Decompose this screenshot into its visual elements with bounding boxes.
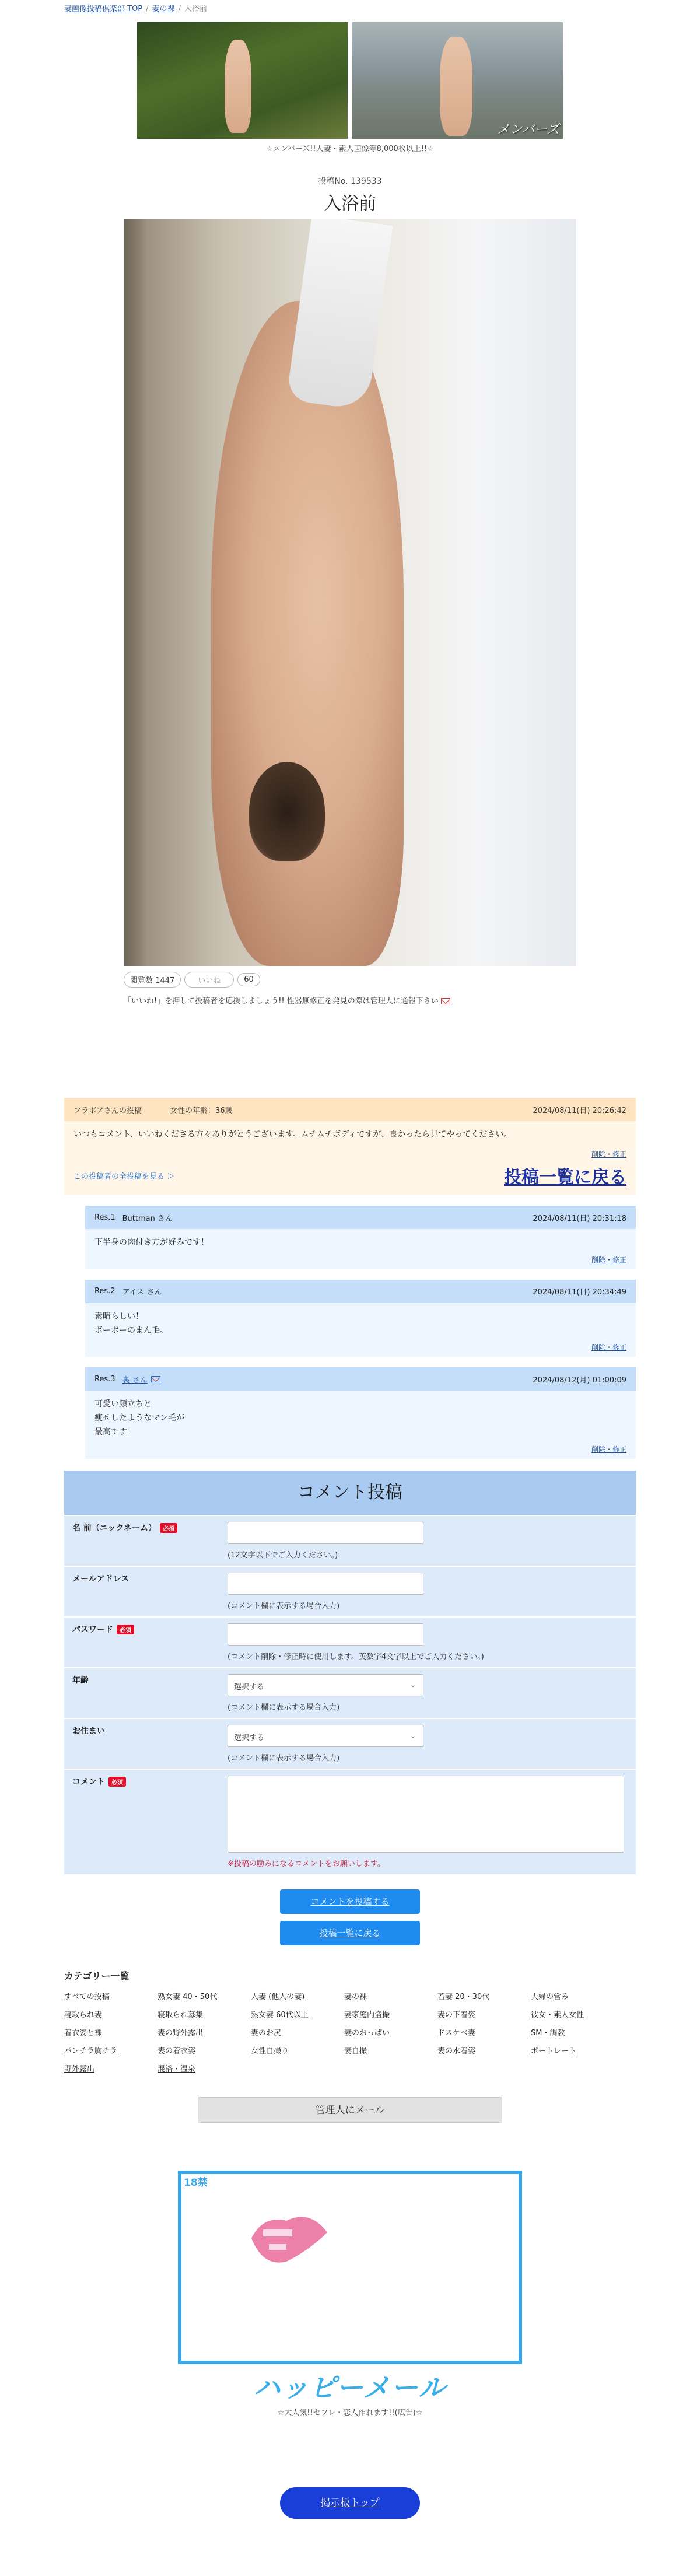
category-link[interactable]: 彼女・素人女性	[531, 2010, 584, 2020]
original-post	[64, 1098, 636, 1195]
form-row-password	[64, 1616, 636, 1667]
delete-edit-link[interactable]: 削除・修正	[591, 1343, 626, 1352]
form-row-comment	[64, 1769, 636, 1874]
required-badge: 必須	[108, 1777, 126, 1787]
field-label	[64, 1776, 228, 1868]
banner-photo-road[interactable]	[352, 22, 563, 139]
form-field	[228, 1725, 636, 1763]
category-link[interactable]: 混浴・温泉	[158, 2064, 196, 2074]
category-link[interactable]: 妻のおっぱい	[344, 2028, 390, 2038]
category-link[interactable]: ポートレート	[531, 2046, 577, 2056]
category-link[interactable]: 妻の野外露出	[158, 2028, 204, 2038]
breadcrumb-current: 入浴前	[184, 5, 207, 13]
form-field	[228, 1623, 636, 1661]
members-banner[interactable]	[137, 22, 563, 139]
reply-actions	[85, 1250, 636, 1269]
original-post-header	[64, 1098, 636, 1121]
view-count-badge: 閲覧数 1447	[124, 972, 181, 988]
field-label	[64, 1674, 228, 1712]
address-hint: (コメント欄に表示する場合入力)	[228, 1754, 340, 1763]
category-link[interactable]: 寝取られ妻	[64, 2010, 103, 2020]
post-title: 入浴前	[324, 194, 376, 214]
category-link[interactable]: 妻家庭内盗撮	[344, 2010, 390, 2020]
category-link[interactable]: 熟女妻 40・50代	[158, 1992, 218, 2001]
delete-edit-link[interactable]: 削除・修正	[591, 1445, 626, 1454]
ad-banner[interactable]	[178, 2171, 522, 2364]
comment-textarea[interactable]	[228, 1776, 624, 1853]
category-link[interactable]: 夫婦の営み	[531, 1992, 569, 2001]
password-hint: (コメント削除・修正時に使用します。英数字4文字以上でご入力ください。)	[228, 1652, 484, 1661]
name-hint: (12文字以下でご入力ください。)	[228, 1550, 338, 1560]
board-top-button[interactable]: 掲示板トップ	[280, 2487, 420, 2519]
post-stats	[124, 972, 576, 988]
reply-body: 可愛い顔立ちと 痩せしたようなマン毛が 最高です！	[94, 1399, 184, 1437]
reply-number: Res.1	[94, 1213, 116, 1222]
category-link[interactable]: SM・調教	[531, 2028, 565, 2038]
chevron-down-icon: ⌄	[410, 1680, 416, 1689]
reply-item	[85, 1280, 636, 1357]
reply-author	[123, 1374, 148, 1385]
reply-number: Res.2	[94, 1287, 116, 1296]
email-label: メールアドレス	[72, 1574, 130, 1584]
photo-towel	[286, 219, 393, 411]
required-badge: 必須	[117, 1625, 134, 1634]
reply-header	[85, 1367, 636, 1391]
age-hint: (コメント欄に表示する場合入力)	[228, 1703, 340, 1712]
admin-mail-button[interactable]: 管理人にメール	[198, 2097, 502, 2123]
reply-author-link[interactable]: 裏 さん	[122, 1376, 148, 1385]
mail-icon[interactable]	[441, 998, 450, 1005]
chevron-down-icon: ⌄	[410, 1731, 416, 1740]
banner-caption[interactable]: ☆メンバーズ!!人妻・素人画像等8,000枚以上!!☆	[266, 145, 434, 153]
category-link[interactable]: 人妻 (他人の妻)	[251, 1992, 305, 2001]
category-list-title: カテゴリー一覧	[64, 1970, 130, 1982]
category-link[interactable]: 着衣姿と裸	[64, 2028, 103, 2038]
original-post-author: フラボアさんの投稿	[74, 1106, 142, 1115]
reply-author: アイス さん	[122, 1288, 162, 1297]
submit-comment-button[interactable]: コメントを投稿する	[280, 1889, 420, 1914]
reply-actions	[85, 1440, 636, 1459]
ad-brand[interactable]: ハッピーメール	[253, 2371, 447, 2403]
banner-photo-forest[interactable]	[137, 22, 348, 139]
post-photo[interactable]	[124, 219, 576, 966]
post-number: 投稿No. 139533	[318, 177, 382, 186]
reply-body: 下半身の肉付き方が好みです！	[94, 1238, 209, 1247]
breadcrumb-link-top[interactable]: 妻画像投稿倶楽部 TOP	[64, 5, 143, 13]
back-to-list-button[interactable]: 投稿一覧に戻る	[280, 1921, 420, 1945]
form-row-name	[64, 1515, 636, 1566]
comment-label: コメント	[72, 1777, 105, 1787]
breadcrumb-separator: /	[178, 5, 181, 13]
category-link[interactable]: 若妻 20・30代	[438, 1992, 490, 2001]
comment-form	[64, 1471, 636, 1874]
banner-figure	[225, 40, 251, 133]
form-field	[228, 1522, 636, 1560]
like-button[interactable]: いいね	[184, 972, 234, 988]
reply-author: Buttman さん	[122, 1214, 173, 1223]
category-list	[64, 1990, 636, 2074]
author-all-posts-link[interactable]: この投稿者の全投稿を見る ＞	[74, 1172, 175, 1181]
name-label: 名 前（ニックネーム）	[72, 1523, 157, 1533]
banner-tag: メンバーズ	[496, 123, 559, 137]
original-post-actions	[64, 1140, 636, 1159]
form-field	[228, 1573, 636, 1611]
reply-date: 2024/08/12(月) 01:00:09	[533, 1376, 626, 1385]
category-link[interactable]: 熟女妻 60代以上	[251, 2010, 309, 2020]
category-link[interactable]: 妻自撮	[344, 2046, 368, 2056]
required-badge: 必須	[160, 1523, 177, 1533]
comment-form-title: コメント投稿	[64, 1471, 636, 1515]
category-link[interactable]: 女性自撮り	[251, 2046, 289, 2056]
delete-edit-link[interactable]: 削除・修正	[591, 1150, 626, 1158]
breadcrumb-separator: /	[146, 5, 149, 13]
banner-figure	[440, 37, 473, 136]
ad-age-tag: 18禁	[184, 2176, 208, 2189]
reply-number: Res.3	[94, 1374, 116, 1384]
field-label	[64, 1623, 228, 1661]
mail-icon[interactable]	[151, 1376, 160, 1382]
ad-logo-icon	[240, 2197, 333, 2279]
age-label: 年齢	[72, 1675, 89, 1685]
category-link[interactable]: ドスケベ妻	[438, 2028, 475, 2038]
category-link[interactable]: 寝取られ募集	[158, 2010, 204, 2020]
comment-warning: ※投稿の励みになるコメントをお願いします。	[228, 1859, 385, 1868]
like-notice-text: 「いいね!」を押して投稿者を応援しましょう!! 性器無修正を発見の際は管理人に通報下さい	[124, 997, 439, 1006]
form-row-address	[64, 1718, 636, 1769]
form-row-email	[64, 1566, 636, 1616]
reply-date: 2024/08/11(日) 20:31:18	[533, 1214, 626, 1223]
breadcrumb-link-category[interactable]: 妻の裸	[152, 5, 175, 13]
category-link[interactable]: 妻の下着姿	[438, 2010, 476, 2020]
ad-caption[interactable]: ☆大人気!!セフレ・恋人作れます!!(広告)☆	[277, 2408, 423, 2417]
category-link[interactable]: 妻のお尻	[251, 2028, 282, 2038]
age-select-value: 選択する	[234, 1682, 265, 1692]
address-select[interactable]	[228, 1725, 424, 1747]
category-link[interactable]: パンチラ胸チラ	[64, 2046, 118, 2056]
breadcrumb	[64, 0, 636, 15]
reply-header	[85, 1206, 636, 1229]
photo-shadow	[124, 219, 147, 966]
field-label	[64, 1522, 228, 1560]
form-row-age	[64, 1667, 636, 1718]
category-link[interactable]: 妻の裸	[344, 1992, 368, 2001]
category-link[interactable]: 妻の水着姿	[438, 2046, 476, 2056]
reply-actions	[85, 1338, 636, 1357]
reply-item	[85, 1367, 636, 1458]
form-field	[228, 1776, 636, 1868]
back-to-list-link[interactable]: 投稿一覧に戻る	[504, 1167, 626, 1188]
reply-item	[85, 1206, 636, 1269]
like-count-badge: 60	[237, 973, 260, 986]
password-label: パスワード	[72, 1625, 113, 1634]
address-select-value: 選択する	[234, 1733, 265, 1742]
category-link[interactable]: 妻の着衣姿	[158, 2046, 196, 2056]
age-select[interactable]	[228, 1674, 424, 1696]
email-input[interactable]	[228, 1573, 424, 1595]
name-input[interactable]	[228, 1522, 424, 1544]
delete-edit-link[interactable]: 削除・修正	[591, 1255, 626, 1264]
category-link[interactable]: すべての投稿	[64, 1992, 110, 2001]
reply-body: 素晴らしい！ ボーボーのまん毛。	[94, 1311, 168, 1335]
original-post-body: いつもコメント、いいねくださる方々ありがとうございます。ムチムチボディですが、良かったら見てやってください。	[74, 1130, 512, 1139]
address-label: お住まい	[72, 1726, 105, 1736]
form-field	[228, 1674, 636, 1712]
reply-date: 2024/08/11(日) 20:34:49	[533, 1288, 626, 1297]
photo-detail	[249, 762, 325, 861]
reply-header	[85, 1280, 636, 1303]
email-hint: (コメント欄に表示する場合入力)	[228, 1601, 340, 1611]
original-post-date: 2024/08/11(日) 20:26:42	[533, 1106, 626, 1115]
like-notice	[124, 995, 576, 1006]
category-link[interactable]: 野外露出	[64, 2064, 95, 2074]
field-label	[64, 1725, 228, 1763]
original-post-age: 女性の年齢：36歳	[170, 1106, 233, 1115]
field-label	[64, 1573, 228, 1611]
original-post-footer	[64, 1159, 636, 1195]
password-input[interactable]	[228, 1623, 424, 1646]
